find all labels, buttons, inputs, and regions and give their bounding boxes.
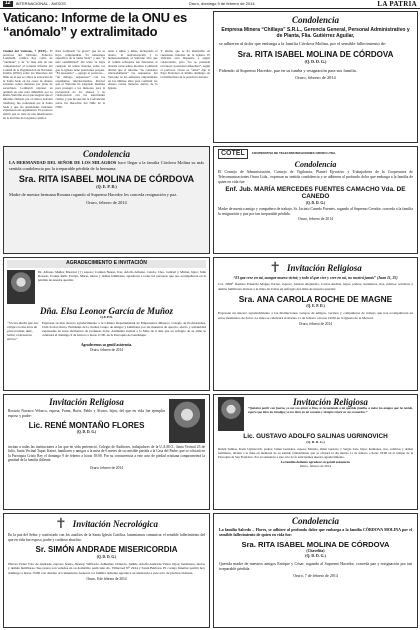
ad-carola-intro: Col. 2009ª. Ramiro Eduardo Magne Torres, esposo; Sansón Alejandro, Carlos Andrés, hijos; padres, hermanos, tíos, primos, sobrinos y demás familiares invitan a la misa de 9 días en sufragio del alma de nuestra querida: (218, 282, 413, 291)
ad-hermandad-title: Condolencia (82, 149, 130, 159)
ad-carola-title: Invitación Religiosa (286, 262, 362, 273)
ad-salcedo-place: (Chavelita) (306, 549, 325, 554)
ad-agradecimiento-body: Expresan su más sincero agradecimiento a la Cámara Departamental de Empresarios Mineros, Colegio de Profesionales, Club Social Oruro, Entidades de la ciudad, Grupo de amigos y familiares por las muestras de aprecio, afecto y solidaridad expresadas en estos momentos de profundo dolor. Asimismo invitan a la Misa de 9 días que en sufragio de su alma se celebrará el domingo 9 de febrero a horas 11:00, en la Parroquia de Guadalupe. (42, 321, 206, 338)
ad-simon-date: Oruro, 8 de febrero de 2014 (86, 576, 127, 581)
ad-montano-title: Invitación Religiosa (49, 397, 124, 407)
ad-chillaya (213, 11, 418, 143)
ad-hermandad-intro: hace llegar a la familia Córdova Molina su más sentida condolencia por la irreparable pérdida de la hermana: (9, 160, 204, 171)
ad-gustavo-name: Lic. GUSTAVO ADOLFO SALINAS UGRINOVICH (243, 433, 388, 440)
ad-chillaya-company: Empresa Minera “Chillaya” S.R.L., Gerencia General, Personal Administrativo y de Planta, Flia. Gutiérrez Aguilar, (221, 27, 410, 40)
ad-gustavo-closing: La familia doliente agradece su gentil asistencia. (280, 459, 351, 464)
masthead (0, 0, 420, 9)
ad-cotel-title: Condolencia (294, 160, 337, 170)
ad-gustavo-quote: “Quisiera partir con fuerza, yo me veo mirar a Dios, te recomiendo a mi querida familia, a todos los amigos que he tenido, espero que Dios los bendiga; yo los llevo en mi corazón y siempre estaré en sus recuerdos.” (248, 406, 413, 415)
ad-simon-title: Invitación Necrológica (72, 518, 158, 529)
ad-chillaya-name: Sra. RITA ISABEL MOLINA DE CÓRDOVA (237, 49, 394, 59)
ad-hermandad-org: LA HERMANDAD DEL SEÑOR DE LOS MILAGROS (9, 160, 117, 166)
ad-simon (3, 513, 210, 628)
masthead-date: Oruro, domingo 9 de febrero de 2014 (188, 0, 255, 6)
ad-carola-name: Sra. ANA CAROLA ROCHE DE MAGNE (238, 294, 393, 305)
ad-salcedo-title: Condolencia (291, 516, 339, 526)
cross-icon: ✝ (55, 516, 67, 532)
ad-agradecimiento (3, 257, 210, 391)
ad-carola-body: Expresan un sincero agradecimiento a las Instituciones, Grupos de amigos, vecinos y compañeros de trabajo que nos acompañaron en estos momentos de dolor. La misa se celebrará el martes 11 de febrero a horas 19:00 en la Iglesia de la Merced. (218, 311, 413, 320)
ad-simon-rip: (Q. D. D. G.) (96, 554, 117, 559)
ad-gustavo-rip: (Q. D. D. G.) (306, 439, 325, 444)
ad-chillaya-title: Condolencia (291, 15, 339, 25)
ad-gustavo-date: Oruro, febrero de 2014 (299, 463, 332, 468)
ad-cotel (213, 146, 418, 254)
news-headline-wrap (3, 11, 210, 49)
ad-hermandad-date: Oruro, febrero de 2014 (86, 199, 127, 205)
ad-salcedo-body: Querida madre de nuestros amigos Enrique y César, rogando al Supremo Hacedor, conceda paz y resignación por tan irreparable pérdida. (219, 561, 412, 572)
ad-montano (3, 394, 210, 510)
ad-carola-date: Oruro, febrero de 2014 (298, 321, 333, 326)
ad-cotel-body: Madre de nuestro amigo y compañero de trabajo, Sr. Jacinto Canedo Fuentes, rogando al Supremo Creador, conceda a la familia la resignación y paz por tan irreparable pérdida. (218, 207, 413, 216)
paper-name: LA PATRIA (377, 0, 417, 8)
cross-icon: ✝ (269, 260, 281, 276)
ad-montano-rip: (Q. D. D. G.) (76, 430, 97, 435)
ad-chillaya-body: Pidiendo al Supremo Hacedor, paz en su tumba y resignación para sus familia. (219, 67, 357, 73)
news-col-3: tanto a niños y niñas, incluyendo el aborto, la anticoncepción y la homosexualidad, el Vaticano dice que el comité sobrepasa sus funciones al abordar estos temas morales. Lombardi afirmó que el informe “no considera adecuadamente” las respuestas del Vaticano ni los esfuerzos emprendidos en los últimos años para combatir los abusos contra menores dentro de la Iglesia. (108, 49, 158, 91)
page-number: 12 (5, 0, 11, 7)
ad-cotel-header: COOPERATIVA DE TELECOMUNICACIONES ORURO LTDA. (251, 151, 337, 156)
ad-salcedo-intro: La familia Salcedo – Flores, se adhiere al profundo dolor que embarga a la familia CÓRDOVA MOLINA por el sensible fallecimiento de quien en vida fue: (219, 527, 412, 538)
ad-carola-quote: “El que cree en mí, aunque muera vivirá; y todo el que vive y cree en mí, no morirá jamás” (Juan 11, 25) (233, 276, 398, 281)
ad-carola (213, 257, 418, 391)
news-headline: Vaticano: Informe de la ONU es “anómalo” y extralimitado (3, 10, 187, 39)
montano-photo (169, 399, 205, 443)
ad-hermandad (3, 146, 210, 254)
ad-montano-date: Oruro, febrero de 2014 (89, 465, 124, 470)
news-col-2: Para Lombardi “es grave” que no se haya comprendido “la naturaleza específica de la Santa Sede”, y que “la neta sensibilidad” del texto se haya centrado en temas morales sobre los que la Iglesia tiene posiciones propias. “Es necesario” —agregó el portavoz— “un diálogo respetuoso” con los organismos internacionales. Precisó que el Vaticano ha adoptado medidas para proteger a los menores, para la prevención de los abusos y su colaboración con las autoridades civiles, y que ha suscrito la Convención sobre los Derechos del Niño de la ONU. (55, 49, 105, 109)
ad-chillaya-date: Oruro, febrero de 2014 (295, 75, 336, 81)
news-col-4: Y afirma que se ha interferido en cuestiones internas de la Iglesia. El Vaticano está dispuesto a seguir colaborando, pero “no se pretende reconocer posiciones diferentes”, según el portavoz. Cristo es “amor” dijo el Papa Francisco el último domingo, en la misma línea de la posición vaticana. (160, 49, 210, 79)
ad-agradecimiento-intro: Dr. Alfonso Muñoz Marzani (†) esposo; Carmen Neusa, Iver, Adolfo Alfonso, Gloria, Cleo, Gabriel y Mirian, hijos; Julia Rosario, Ivonne Ruth, Evelyn, María, nietos y demás familiares, agradecen a todas las personas que nos acompañaron en la pérdida de nuestra querida: (38, 269, 206, 282)
ad-simon-intro: En la paz del Señor y confortado con los auxilios de la Santa Iglesia Católica, lamentamos comunicar el sensible fallecimiento del que en vida fue esposo, padre y cariñoso abuelito: (8, 533, 205, 542)
news-dateline: Ciudad del Vaticano, 7 (EFE).- (3, 49, 48, 53)
ad-montano-body: invitan a todas las instituciones a las que en vida perteneció, Colegio de Auditores, trabajadores de la U.A.M.O., Junta Vecinal 23 de Julio, Junta Vecinal Tupac Katari, familiares y amigos a la misa de 6 meses de su sensible partida a la Casa del Padre, que se oficiará en la Parroquia Cristo Rey el domingo 9 de febrero a horas 18:00. Por su concurrencia a este acto de piedad cristiana comprometerá la gratitud de la familia doliente. (8, 445, 205, 463)
ad-cotel-rip: (Q. D. D. G.) (305, 200, 326, 205)
news-col-1-text: El portavoz del Vaticano, Federico Lombardi, calificó hoy como de “anómalo” y de “ir más allá de sus competencias” el reciente informe del Comité de la Organización de Naciones Unidas (ONU) sobre los Derechos del Niño en el que se critica la actuación de la Santa Sede en los casos de abusos sexuales contra menores por parte de sacerdotes. Lombardi expresó su opinión en una nota difundida por la Radio Vaticano en el que aseguró que el informe, firmado por el relator, Kirsten Sandberg, fue contestado por la Santa Sede y que las autoridades vaticanas expusieron sus argumentos. El portavoz indicó que se trata de una interferencia en la doctrina de la Iglesia católica. (3, 49, 53, 120)
ad-hermandad-body: Madre de nuestra hermana Roxana rogando al Supremo Hacedor les conceda resignación y paz. (9, 192, 178, 198)
gustavo-photo (218, 397, 244, 431)
ad-gustavo-title: Invitación Religiosa (293, 397, 368, 407)
ad-agradecimiento-top (7, 270, 206, 304)
section-label: INTERNACIONAL - AVISOS (15, 0, 66, 6)
ad-agradecimiento-closing: Agradecemos su gentil asistencia. (80, 343, 133, 348)
ad-agradecimiento-title: AGRADECIMIENTO E INVITACIÓN (7, 260, 206, 268)
ad-agradecimiento-date: Oruro, febrero de 2014 (89, 347, 124, 352)
ad-cotel-intro: El Consejo de Administración, Consejo de Vigilancia, Plantel Ejecutivo y Trabajadores de la Cooperativa de Telecomunicaciones Oruro Ltda., expresan su sentida condolencia y se adhieren al profundo dolor que embarga a la familia de quien en vida fue: (218, 170, 413, 184)
ad-hermandad-name: Sra. RITA ISABEL MOLINA DE CÓRDOVA (18, 174, 195, 185)
ad-salcedo (213, 513, 418, 628)
ad-agradecimiento-rip: Q.E.P.D. (100, 315, 113, 320)
news-col-1 (3, 50, 53, 144)
ad-chillaya-rip: (Q. D. D. G.) (304, 59, 327, 65)
ad-salcedo-name: Sra. RITA ISABEL MOLINA DE CÓRDOVA (241, 540, 390, 550)
ad-agradecimiento-name: Dña. Elsa Leonor García de Muñoz (39, 305, 174, 316)
ad-simon-name: Sr. SIMÓN ANDRADE MISERICORDIA (35, 545, 178, 555)
ad-salcedo-date: Oruro, 7 de febrero de 2014 (293, 573, 338, 579)
ad-agradecimiento-quote: “Si eres dueño que nos cobija en esta hora de gran tristeza, dale, Señor, el descanso eterno” (7, 321, 39, 342)
deceased-photo (7, 270, 35, 304)
news-body (3, 50, 210, 144)
ad-gustavo-body: Rubén Salinas, Karla Ugrinovich, padres; Lilian Gonzales, esposa; Mariela, Omar Gustavo y Sergio Luis, hijos; hermanos, tíos, sobrinos y demás familiares, invitan a la misa en memoria de su sentido fallecimiento que se oficiará el día martes 11 de febrero a horas 18:00 en el templo de la Parroquia de San Francisco. Por su asistencia a este acto de fe anticipamos nuestro agradecimiento. (218, 446, 413, 459)
ad-simon-body: Nieves Vélez Vda. de Andrade, esposa; Sonia, Jhonny, Wilfredo, Adhemar, Orlando, Judith, Adolfo Andrade Vélez, hijos; hermanos, nietos y demás familiares. Sus restos son velados en su domicilio particular Av. Villarroel N° 2224 y Santa Bárbara. El cortejo fúnebre partirá hoy domingo a horas 15:00 con destino al Cementerio General. La familia doliente agradece su asistencia a este acto de piedad cristiana. (8, 561, 205, 575)
masthead-left (3, 1, 66, 7)
ad-cotel-header-row (218, 149, 413, 159)
ad-montano-name: Lic. RENÉ MONTAÑO FLORES (28, 420, 145, 430)
ad-montano-intro: Rosario Navarro Velasco, esposa; Franz, Boris, Pablo y Alvaro, hijos; del que en vida fue ejemplar esposo y padre: (8, 409, 165, 419)
ad-cotel-name: Enf. Jub. MARÍA MERCEDES FUENTES CAMACHO Vda. DE CANEDO (225, 186, 406, 201)
ad-carola-rip: (Q. E. P. D.) (306, 304, 325, 309)
ad-chillaya-intro: se adhieren al dolor que embarga a la familia Córdova Molina, por el sensible fallecimiento de: (219, 41, 387, 47)
ad-gustavo (213, 394, 418, 510)
cotel-logo-icon: COTEL (218, 149, 248, 159)
ad-hermandad-rip: (Q. E. P. D.) (96, 183, 117, 189)
ad-salcedo-rip: (Q. D. D. G.) (305, 553, 326, 558)
ad-cotel-date: Oruro, febrero de 2014 (297, 217, 333, 222)
